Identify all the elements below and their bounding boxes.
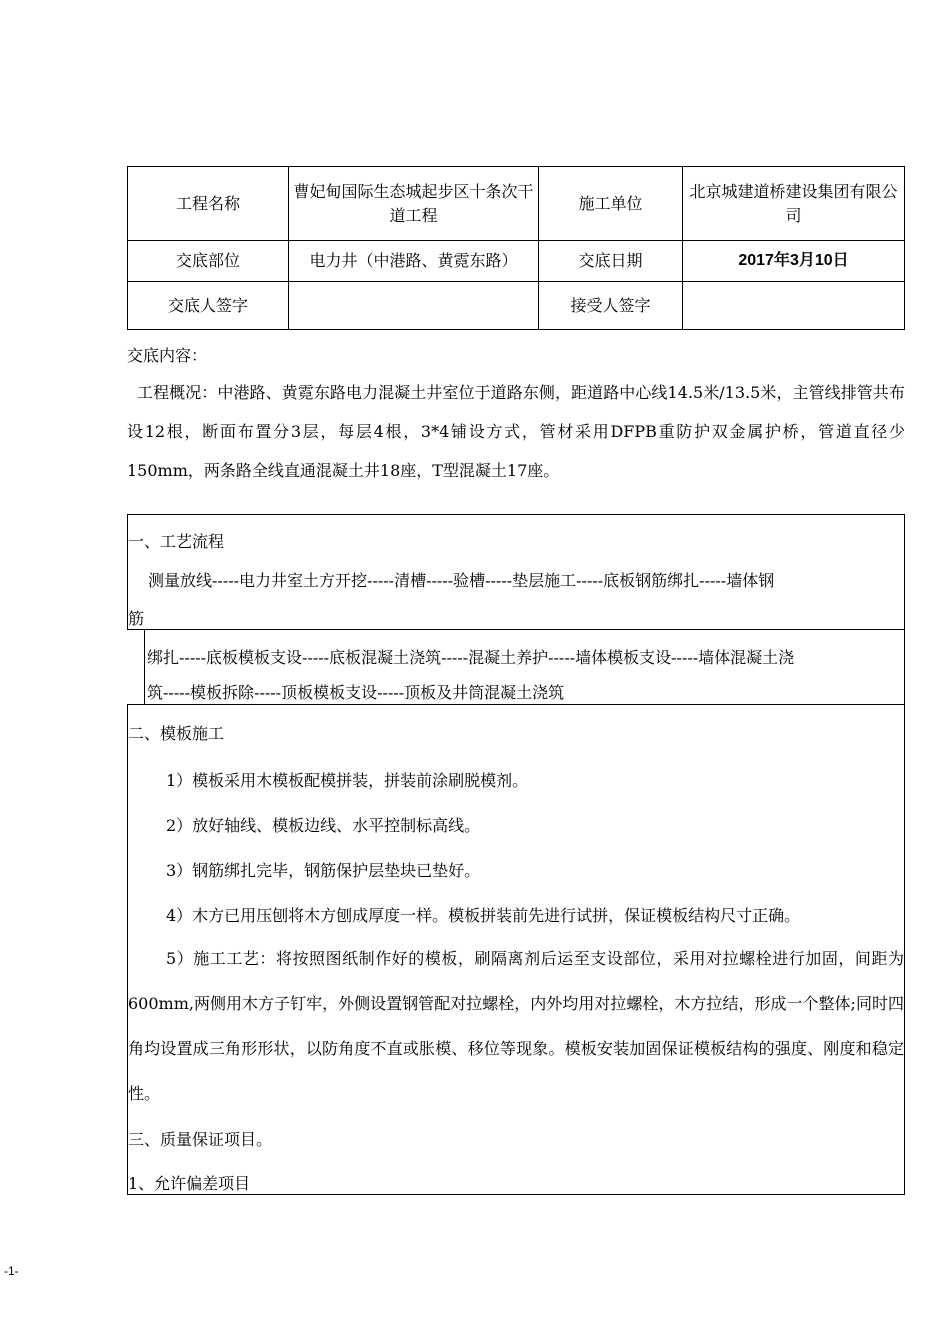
formwork-item-2: 2）放好轴线、模板边线、水平控制标高线。	[166, 816, 481, 835]
overview-text: 工程概况：中港路、黄霓东路电力混凝土井室位于道路东侧，距道路中心线14.5米/13.5米，主管线排管共布设12根，断面布置分3层，每层4根，3*4铺设方式，管材采用DFPB重防护双金属护桥，管道直径少150mm，两条路全线直通混凝土井18座，T型混凝土17座。	[127, 383, 905, 480]
formwork-section-box	[127, 704, 905, 1195]
formwork-item-4: 4）木方已用压刨将木方刨成厚度一样。模板拼装前先进行试拼，保证模板结构尺寸正确。	[166, 906, 801, 925]
receiver-signature-field	[683, 282, 905, 330]
label-receiver-signature: 接受人签字	[539, 282, 683, 330]
page-number: -1-	[4, 1264, 19, 1278]
content-heading: 交底内容：	[127, 346, 208, 365]
process-flow-continuation-box	[144, 629, 905, 705]
process-flow-line-1: 测量放线-----电力井室土方开挖-----清槽-----验槽-----垫层施工-----底板钢筋绑扎-----墙体钢	[148, 571, 775, 590]
value-disclosure-location: 电力井（中港路、黄霓东路）	[289, 241, 539, 282]
overview-paragraph	[127, 373, 905, 490]
section2-title: 二、模板施工	[128, 724, 225, 743]
discloser-signature-field	[289, 282, 539, 330]
process-flow-line-4: 筑-----模板拆除-----顶板模板支设-----顶板及井筒混凝土浇筑	[147, 683, 565, 702]
process-flow-line-3: 绑扎-----底板模板支设-----底板混凝土浇筑-----混凝土养护-----墙体模板支设-----墙体混凝土浇	[147, 648, 795, 667]
table-row	[128, 167, 905, 241]
formwork-item-5: 5）施工工艺：将按照图纸制作好的模板，刷隔离剂后运至支设部位，采用对拉螺栓进行加固，间距为600mm,两侧用木方子钉牢，外侧设置钢管配对拉螺栓，内外均用对拉螺栓，木方拉结，形成一个整体;同时四角均设置成三角形形状，以防角度不直或胀模、移位等现象。模板安装加固保证模板结构的强度、刚度和稳定性。	[128, 949, 904, 1103]
label-disclosure-date: 交底日期	[539, 241, 683, 282]
value-disclosure-date: 2017年3月10日	[683, 241, 905, 282]
value-project-name: 曹妃甸国际生态城起步区十条次干道工程	[289, 167, 539, 241]
process-flow-line-2: 筋	[128, 609, 145, 628]
formwork-item-3: 3）钢筋绑扎完毕，钢筋保护层垫块已垫好。	[166, 861, 481, 880]
label-discloser-signature: 交底人签字	[128, 282, 289, 330]
label-construction-unit: 施工单位	[539, 167, 683, 241]
table-row	[128, 282, 905, 330]
process-flow-box	[127, 514, 905, 630]
section3-title: 三、质量保证项目。	[128, 1130, 273, 1149]
table-row	[128, 241, 905, 282]
section3-subtitle: 1、允许偏差项目	[128, 1174, 251, 1193]
label-project-name: 工程名称	[128, 167, 289, 241]
header-info-table	[127, 166, 905, 330]
value-construction-unit: 北京城建道桥建设集团有限公司	[683, 167, 905, 241]
section1-title: 一、工艺流程	[128, 532, 225, 551]
label-disclosure-location: 交底部位	[128, 241, 289, 282]
formwork-item-1: 1）模板采用木模板配模拼装，拼装前涂刷脱模剂。	[166, 771, 529, 790]
